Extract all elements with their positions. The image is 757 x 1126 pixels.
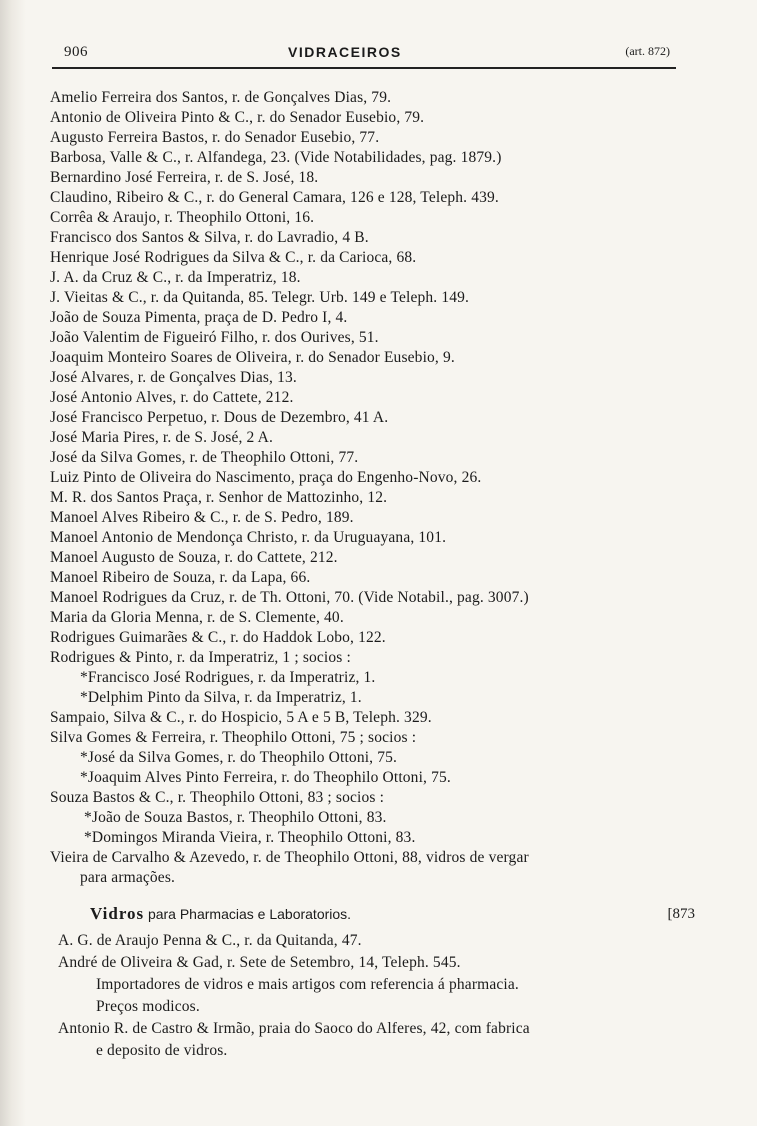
directory-entry: Maria da Gloria Menna, r. de S. Clemente, 40. [50, 609, 344, 626]
directory-entry: José Maria Pires, r. de S. José, 2 A. [50, 429, 273, 446]
page-number: 906 [64, 44, 88, 60]
directory-entry: Manoel Antonio de Mendonça Christo, r. da Uruguayana, 101. [50, 529, 447, 546]
directory-entry: J. A. da Cruz & C., r. da Imperatriz, 18. [50, 269, 301, 286]
directory-entry: Luiz Pinto de Oliveira do Nascimento, praça do Engenho-Novo, 26. [50, 469, 482, 486]
directory-entry: Importadores de vidros e mais artigos com referencia á pharmacia. [96, 976, 519, 993]
page-title: VIDRACEIROS [288, 44, 402, 60]
directory-entry: Bernardino José Ferreira, r. de S. José, 18. [50, 169, 319, 186]
page-edge-shadow [0, 0, 26, 1126]
directory-entry: Manoel Ribeiro de Souza, r. da Lapa, 66. [50, 569, 311, 586]
directory-entry: Sampaio, Silva & C., r. do Hospicio, 5 A e 5 B, Teleph. 329. [50, 709, 432, 726]
directory-entry: Silva Gomes & Ferreira, r. Theophilo Ottoni, 75 ; socios : [50, 729, 417, 746]
directory-entry: Vieira de Carvalho & Azevedo, r. de Theophilo Ottoni, 88, vidros de vergar [50, 849, 529, 866]
directory-entry: e deposito de vidros. [96, 1042, 228, 1059]
directory-entry: João de Souza Pimenta, praça de D. Pedro I, 4. [50, 309, 348, 326]
directory-entry: Augusto Ferreira Bastos, r. do Senador Eusebio, 77. [50, 129, 380, 146]
directory-entry: Claudino, Ribeiro & C., r. do General Camara, 126 e 128, Teleph. 439. [50, 189, 499, 206]
directory-entry: Henrique José Rodrigues da Silva & C., r. da Carioca, 68. [50, 249, 417, 266]
directory-entry: *Domingos Miranda Vieira, r. Theophilo Ottoni, 83. [84, 829, 416, 846]
section-heading [90, 903, 695, 925]
directory-entry: Preços modicos. [96, 998, 200, 1015]
directory-entry: José Francisco Perpetuo, r. Dous de Dezembro, 41 A. [50, 409, 389, 426]
directory-entry: Amelio Ferreira dos Santos, r. de Gonçalves Dias, 79. [50, 89, 392, 106]
directory-list [50, 88, 710, 888]
directory-entry: A. G. de Araujo Penna & C., r. da Quitanda, 47. [58, 932, 362, 949]
directory-entry: José Antonio Alves, r. do Cattete, 212. [50, 389, 294, 406]
directory-entry: Souza Bastos & C., r. Theophilo Ottoni, 83 ; socios : [50, 789, 385, 806]
directory-entry: André de Oliveira & Gad, r. Sete de Setembro, 14, Teleph. 545. [58, 954, 461, 971]
header-rule [52, 67, 676, 69]
directory-entry: José Alvares, r. de Gonçalves Dias, 13. [50, 369, 297, 386]
directory-entry: J. Vieitas & C., r. da Quitanda, 85. Telegr. Urb. 149 e Teleph. 149. [50, 289, 470, 306]
section-title: Vidros [90, 904, 145, 923]
directory-entry: Corrêa & Araujo, r. Theophilo Ottoni, 16. [50, 209, 315, 226]
directory-entry: *Joaquim Alves Pinto Ferreira, r. do Theophilo Ottoni, 75. [80, 769, 451, 786]
directory-entry: Joaquim Monteiro Soares de Oliveira, r. do Senador Eusebio, 9. [50, 349, 455, 366]
page-header [52, 44, 676, 68]
directory-entry: Rodrigues & Pinto, r. da Imperatriz, 1 ; socios : [50, 649, 351, 666]
directory-entry: M. R. dos Santos Praça, r. Senhor de Mattozinho, 12. [50, 489, 388, 506]
directory-entry: Antonio R. de Castro & Irmão, praia do Saoco do Alferes, 42, com fabrica [58, 1020, 530, 1037]
directory-entry: *José da Silva Gomes, r. do Theophilo Ottoni, 75. [80, 749, 398, 766]
directory-entry: João Valentim de Figueiró Filho, r. dos Ourives, 51. [50, 329, 379, 346]
section-number: [873 [667, 906, 695, 922]
directory-entry: *Delphim Pinto da Silva, r. da Imperatriz, 1. [80, 689, 362, 706]
directory-entry: para armações. [80, 869, 176, 886]
directory-entry: Francisco dos Santos & Silva, r. do Lavradio, 4 B. [50, 229, 369, 246]
directory-entry: Barbosa, Valle & C., r. Alfandega, 23. (Vide Notabilidades, pag. 1879.) [50, 149, 502, 166]
article-reference: (art. 872) [625, 44, 670, 58]
directory-entry: Manoel Alves Ribeiro & C., r. de S. Pedro, 189. [50, 509, 354, 526]
section-description: para Pharmacias e Laboratorios. [147, 906, 352, 922]
directory-entry: José da Silva Gomes, r. de Theophilo Ottoni, 77. [50, 449, 359, 466]
directory-entry: Antonio de Oliveira Pinto & C., r. do Senador Eusebio, 79. [50, 109, 425, 126]
directory-entry: *João de Souza Bastos, r. Theophilo Ottoni, 83. [84, 809, 387, 826]
directory-list-secondary [58, 930, 708, 1062]
directory-entry: Manoel Rodrigues da Cruz, r. de Th. Ottoni, 70. (Vide Notabil., pag. 3007.) [50, 589, 529, 606]
directory-entry: *Francisco José Rodrigues, r. da Imperatriz, 1. [80, 669, 376, 686]
directory-entry: Rodrigues Guimarães & C., r. do Haddok Lobo, 122. [50, 629, 386, 646]
directory-entry: Manoel Augusto de Souza, r. do Cattete, 212. [50, 549, 338, 566]
